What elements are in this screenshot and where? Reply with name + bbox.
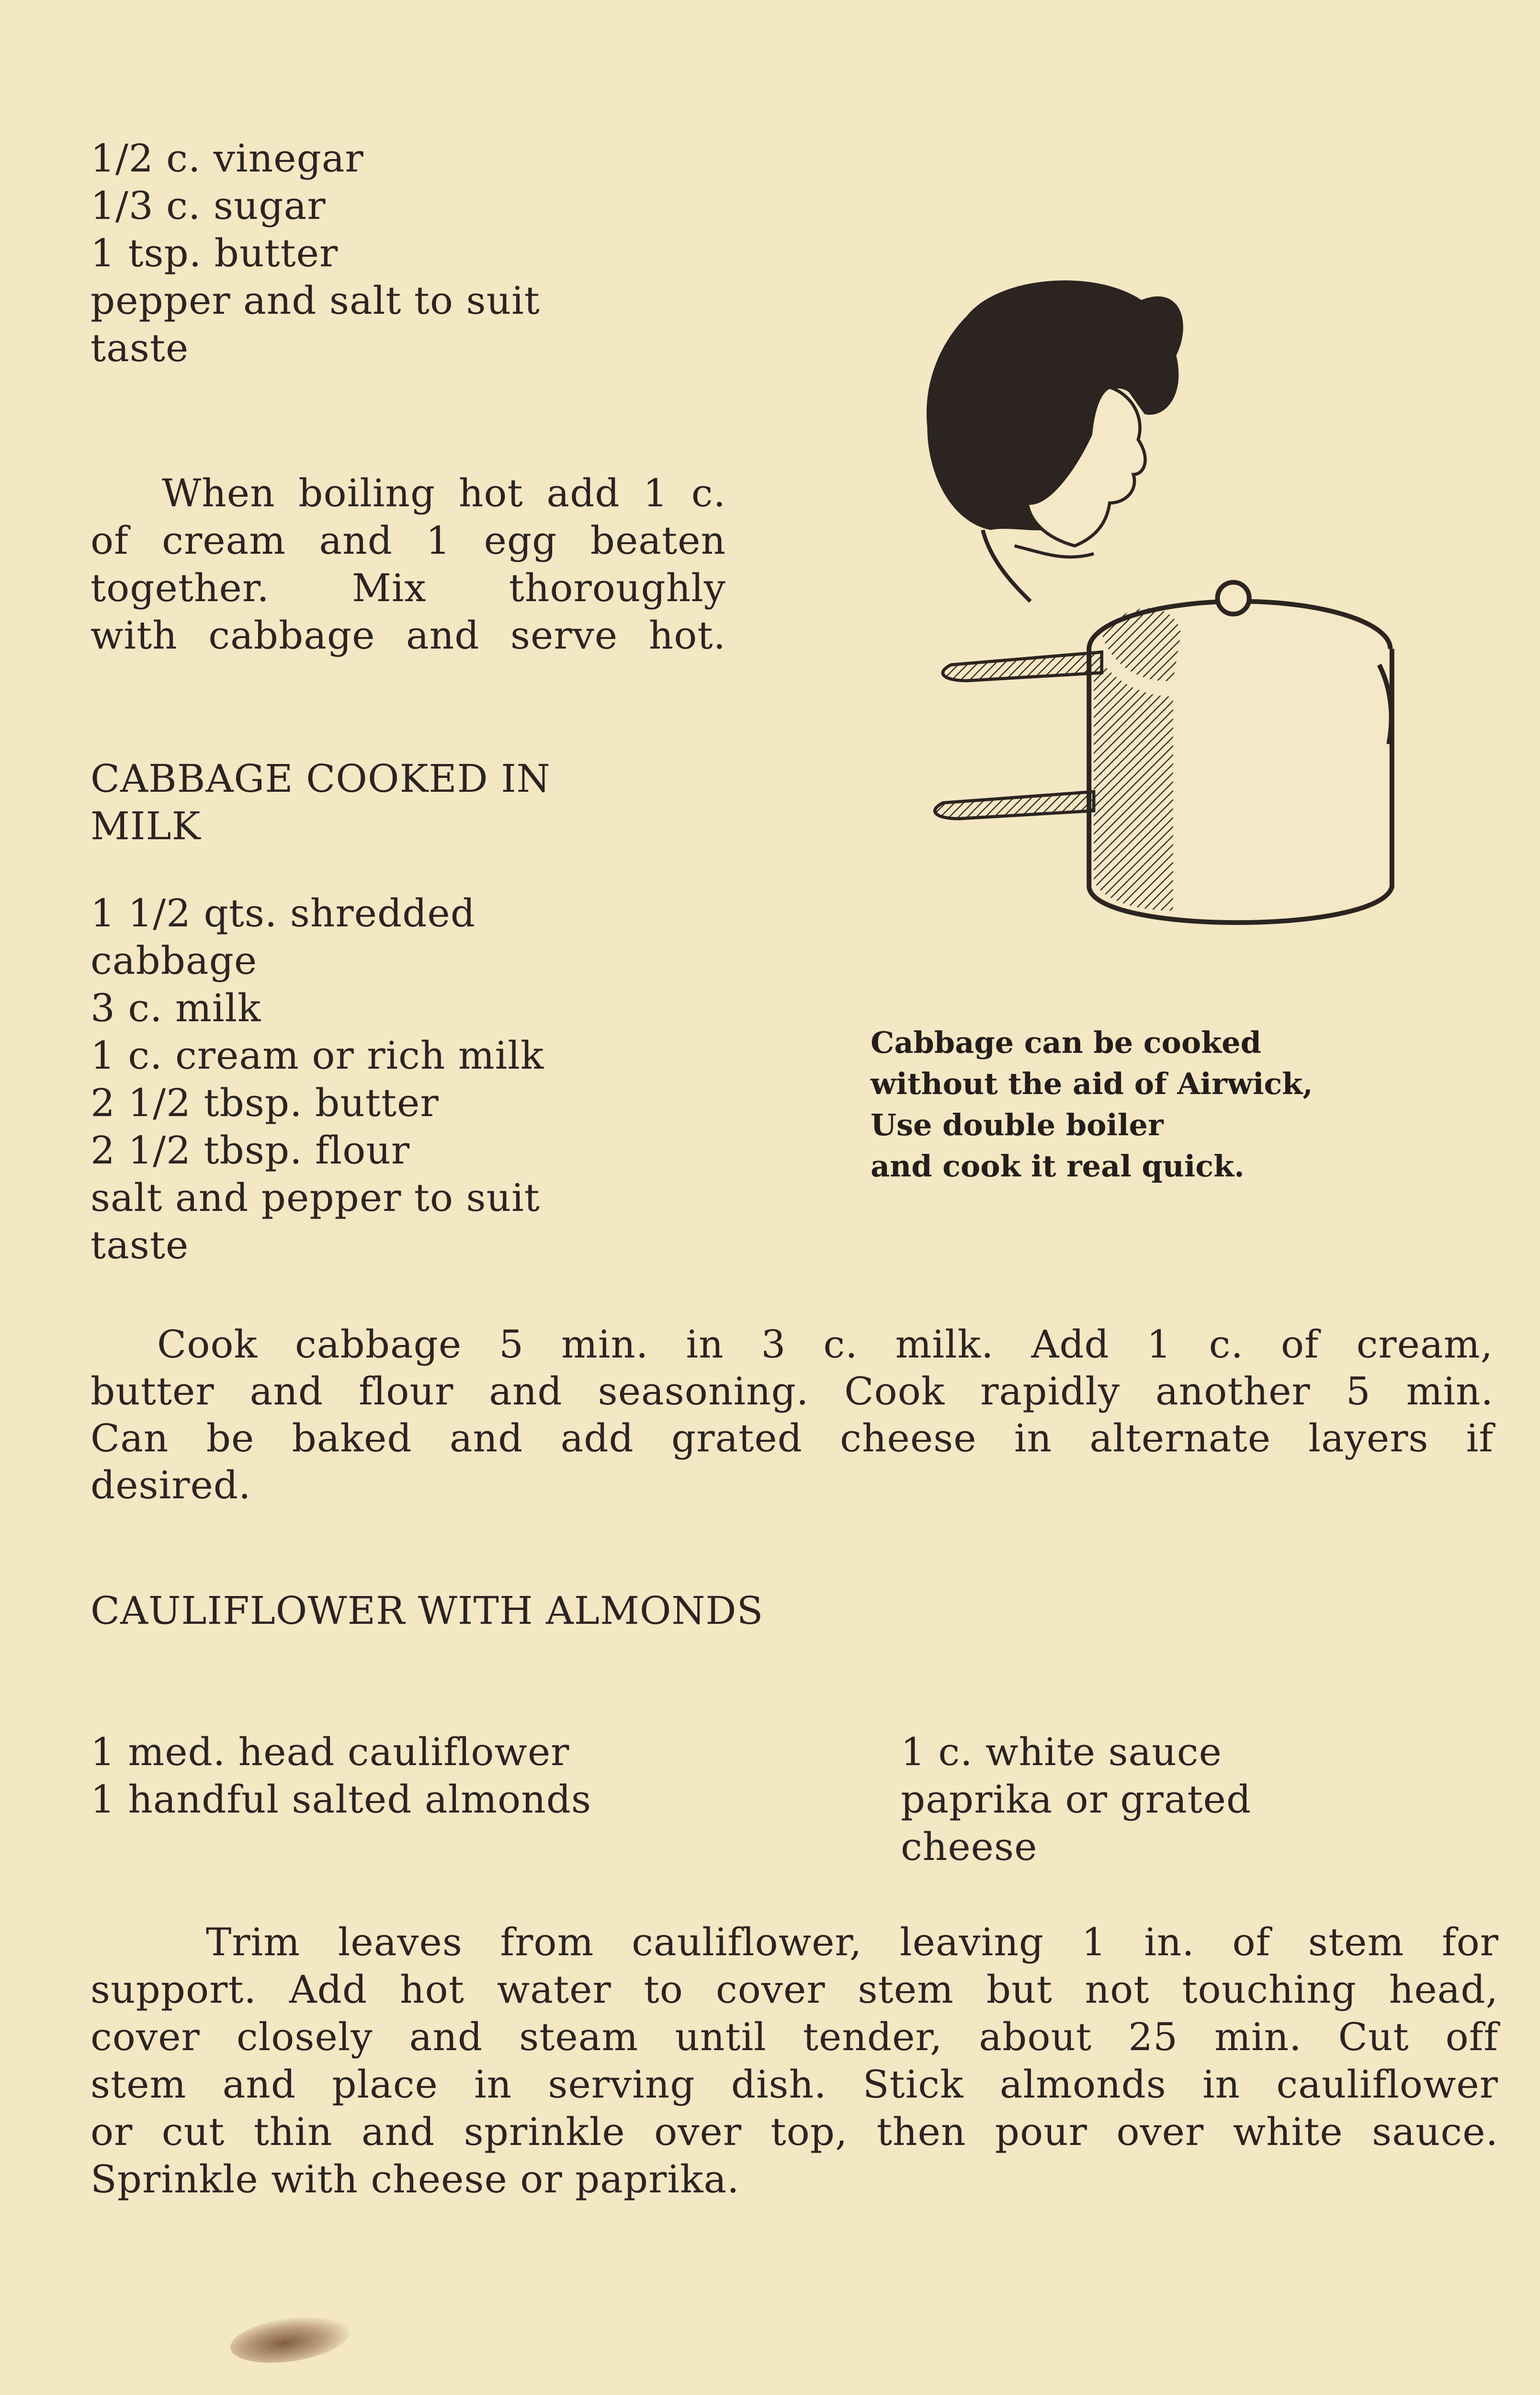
instruction-line: When boiling hot add 1 c. <box>162 471 726 515</box>
ingredient-line: 1 c. white sauce <box>901 1730 1222 1774</box>
woman-head-icon <box>927 280 1183 601</box>
caption-line: and cook it real quick. <box>871 1149 1245 1184</box>
ingredient-line: 1 tsp. butter <box>91 231 339 275</box>
instruction-line: or cut thin and sprinkle over top, then pour over white sauce. <box>91 2110 1498 2154</box>
ingredient-line: 2 1/2 tbsp. flour <box>91 1128 410 1173</box>
ingredient-line: 1/3 c. sugar <box>91 183 326 228</box>
ingredient-line: 2 1/2 tbsp. butter <box>91 1081 439 1125</box>
instruction-line: with cabbage and serve hot. <box>91 613 726 658</box>
caption-line: without the aid of Airwick, <box>871 1066 1313 1101</box>
ingredient-line: pepper and salt to suit <box>91 278 540 323</box>
ingredient-line: 1/2 c. vinegar <box>91 136 364 181</box>
ingredient-line: cheese <box>901 1825 1038 1869</box>
caption-line: Cabbage can be cooked <box>871 1025 1261 1060</box>
woman-and-double-boiler-illustration <box>900 268 1408 950</box>
instruction-line: Trim leaves from cauliflower, leaving 1 in. of stem for <box>206 1920 1499 1964</box>
instruction-line: cover closely and steam until tender, about 25 min. Cut off <box>91 2015 1498 2059</box>
recipe-heading: MILK <box>91 804 201 848</box>
instruction-line: butter and flour and seasoning. Cook rapidly another 5 min. <box>91 1369 1494 1414</box>
ingredient-line: cabbage <box>91 938 258 983</box>
ingredient-line: 3 c. milk <box>91 986 261 1030</box>
instruction-line: together. Mix thoroughly <box>91 566 726 610</box>
instruction-line: Sprinkle with cheese or paprika. <box>91 2157 740 2201</box>
instruction-line: desired. <box>91 1463 251 1507</box>
instruction-line: Can be baked and add grated cheese in alternate layers if <box>91 1416 1494 1460</box>
paper-stain <box>227 2310 352 2370</box>
ingredient-line: 1 med. head cauliflower <box>91 1730 570 1774</box>
instruction-line: stem and place in serving dish. Stick almonds in cauliflower <box>91 2062 1498 2107</box>
ingredient-line: 1 c. cream or rich milk <box>91 1033 544 1078</box>
recipe-heading: CABBAGE COOKED IN <box>91 756 551 801</box>
ingredient-line: 1 handful salted almonds <box>91 1777 591 1822</box>
ingredient-line: 1 1/2 qts. shredded <box>91 891 476 935</box>
recipe-heading: CAULIFLOWER WITH ALMONDS <box>91 1588 764 1633</box>
double-boiler-icon <box>935 582 1392 923</box>
caption-line: Use double boiler <box>871 1107 1164 1142</box>
ingredient-line: taste <box>91 1223 189 1267</box>
ingredient-line: paprika or grated <box>901 1777 1252 1822</box>
instruction-line: support. Add hot water to cover stem but not touching head, <box>91 1967 1498 2012</box>
ingredient-line: salt and pepper to suit <box>91 1175 540 1220</box>
instruction-line: of cream and 1 egg beaten <box>91 518 726 563</box>
ingredient-line: taste <box>91 326 189 370</box>
instruction-line: Cook cabbage 5 min. in 3 c. milk. Add 1 c. of cream, <box>157 1322 1493 1367</box>
